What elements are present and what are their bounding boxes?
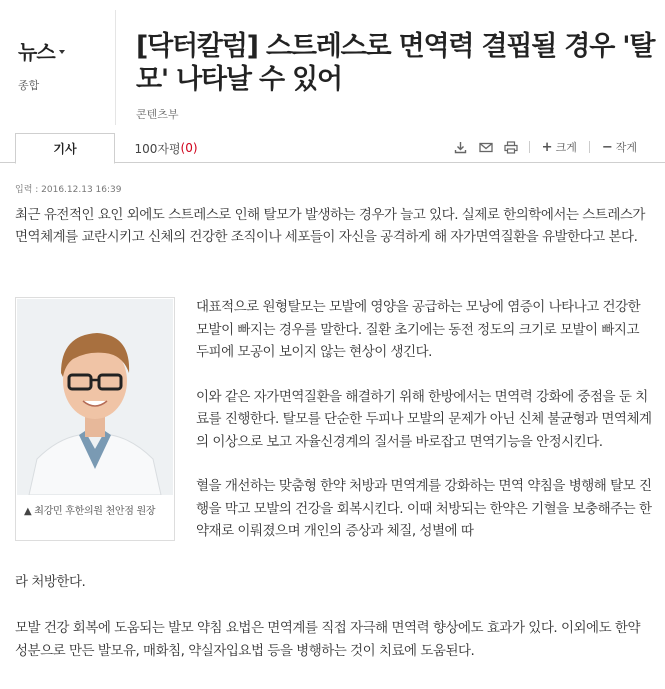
paragraph: 대표적으로 원형탈모는 모발에 영양을 공급하는 모낭에 염증이 나타나고 건강한 모발이 빠지는 경우를 말한다. 질환 초기에는 동전 정도의 크기로 모발이 빠지고 두피에 모공이 보이지 않는 현상이 생긴다.	[196, 299, 641, 360]
paragraph-continuation: 라 처방한다.	[15, 574, 86, 590]
font-smaller-button[interactable]	[602, 139, 637, 155]
caret-down-icon	[59, 50, 65, 54]
print-icon[interactable]	[504, 141, 517, 154]
article-byline[interactable]: 콘텐츠부	[136, 108, 179, 121]
paragraph: 이와 같은 자가면역질환을 해결하기 위해 한방에서는 면역력 강화에 중점을 둔 치료를 진행한다. 탈모를 단순한 두피나 모발의 문제가 아닌 신체 불균형과 면역체계의 이상으로 보고 자율신경계의 질서를 바로잡고 면역기능을 안정시킨다.	[196, 388, 652, 450]
doctor-photo[interactable]	[17, 299, 173, 495]
paragraph: 최근 유전적인 요인 외에도 스트레스로 인해 탈모가 발생하는 경우가 늘고 있다. 실제로 한의학에서는 스트레스가 면역체계를 교란시키고 신체의 건강한 조직이나 세포들이 자신을 공격하게 해 자가면역질환을 유발한다고 본다.	[15, 207, 645, 245]
minus-icon: −	[601, 139, 613, 155]
font-smaller-label: 작게	[615, 141, 637, 154]
tools-divider	[529, 141, 530, 153]
article-tools	[454, 139, 637, 155]
section-subtitle: 종합	[18, 79, 40, 92]
tab-comments-label: 100자평	[134, 141, 181, 156]
paragraph: 혈을 개선하는 맞춤형 한약 처방과 면역계를 강화하는 면역 약침을 병행해 탈모 진행을 막고 모발의 건강을 회복시킨다. 이때 처방되는 한약은 기혈을 보충해주는 한약재로 이뤄졌으며 개인의 증상과 체질, 성별에 따	[196, 478, 652, 539]
tab-article[interactable]	[15, 133, 115, 164]
mail-icon[interactable]	[479, 141, 492, 154]
paragraph: 모발 건강 회복에 도움되는 발모 약침 요법은 면역계를 직접 자극해 면역력 향상에도 효과가 있다. 이외에도 한약 성분으로 만든 발모유, 매화침, 약실자입요법 등을 병행하는 것이 치료에 도움된다.	[15, 620, 641, 659]
article-date: 입력 : 2016.12.13 16:39	[15, 185, 122, 195]
section-nav	[18, 36, 118, 93]
font-larger-button[interactable]	[542, 139, 577, 155]
tab-article-label: 기사	[53, 142, 77, 156]
download-icon[interactable]	[454, 141, 467, 154]
section-title: 뉴스	[18, 40, 55, 64]
figure-caption: ▲ 최강민 후한의원 천안점 원장	[24, 506, 156, 517]
tools-divider	[589, 141, 590, 153]
font-larger-label: 크게	[555, 141, 577, 154]
header-divider	[115, 10, 116, 125]
plus-icon: +	[541, 139, 553, 155]
article-figure	[15, 297, 175, 541]
section-dropdown[interactable]	[18, 36, 118, 65]
article-body-intro	[15, 204, 655, 270]
article-body-wrapped	[196, 296, 655, 543]
article-headline: [닥터칼럼] 스트레스로 면역력 결핍될 경우 '탈모' 나타날 수 있어	[136, 31, 655, 95]
tab-comments[interactable]	[116, 133, 216, 163]
comments-count: (0)	[180, 141, 198, 155]
